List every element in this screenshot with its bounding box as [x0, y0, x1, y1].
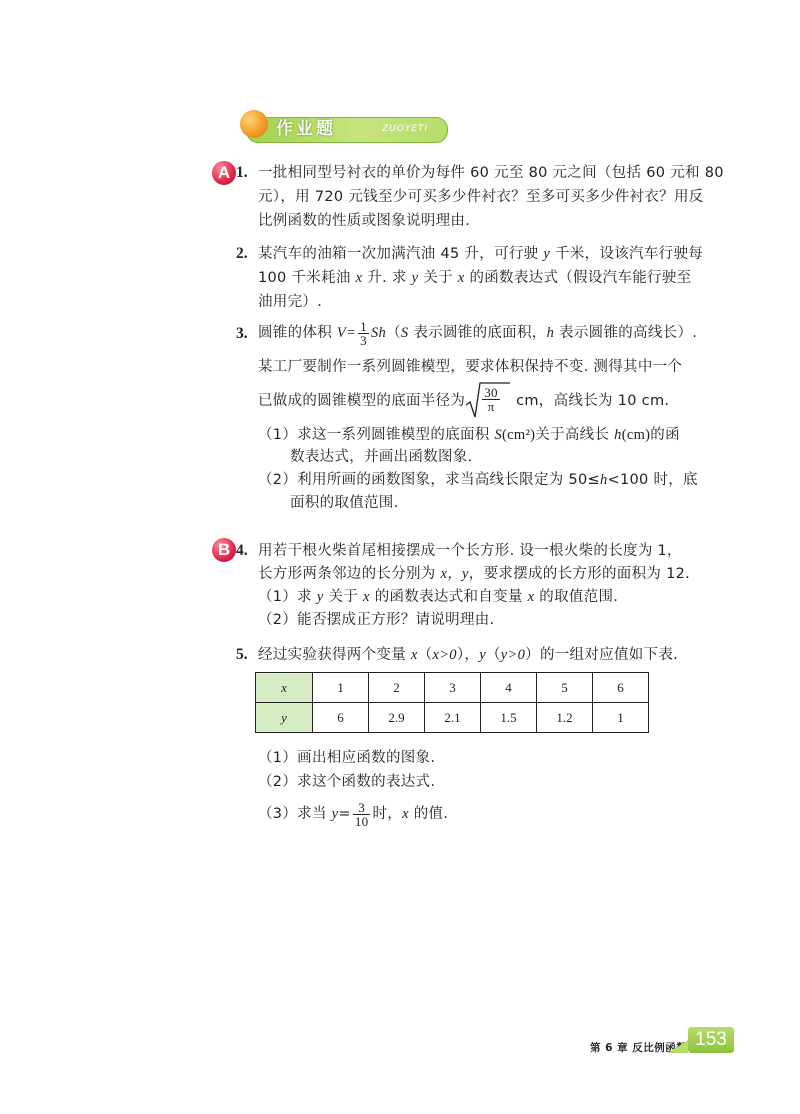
table-cell: 1.2: [537, 703, 593, 733]
q5-sub3: （3）求当 y= $\frac{3}{10}$ 时，x 的值.: [258, 799, 449, 829]
table-cell: 2.9: [369, 703, 425, 733]
q3-sub2-line-2: 面积的取值范围.: [290, 495, 399, 511]
q2-number: 2.: [236, 245, 248, 262]
q5-fraction: $\frac{3}{10}$: [354, 799, 369, 829]
table-header-x: x: [256, 673, 313, 703]
q4-number: 4.: [236, 542, 248, 559]
q4-sub1: （1）求 y 关于 x 的函数表达式和自变量 x 的取值范围.: [258, 589, 619, 605]
section-title: 作业题: [276, 119, 336, 139]
table-header-y: y: [256, 703, 313, 733]
chapter-footer: 第 6 章 反比例函数: [590, 1042, 688, 1054]
table-row-x: [256, 673, 649, 703]
q3-line-3: 已做成的圆锥模型的底面半径为 $\frac{30}{\pi}$ cm，高线长为 10 cm.: [258, 381, 669, 421]
table-cell: 6: [313, 703, 369, 733]
page-number: 153: [695, 1029, 727, 1050]
q1-line-3: 比例函数的性质或图象说明理由.: [258, 213, 471, 229]
q5-number: 5.: [236, 646, 248, 663]
q3-sub1-line-1: （1）求这一系列圆锥模型的底面积 S(cm²)关于高线长 h(cm)的函: [258, 427, 680, 443]
level-b-badge: B: [212, 538, 236, 562]
q3-line-2: 某工厂要制作一系列圆锥模型，要求体积保持不变. 测得其中一个: [258, 359, 683, 375]
q5-intro: 经过实验获得两个变量 x（x>0），y（y>0）的一组对应值如下表.: [258, 647, 679, 663]
q4-line-2: 长方形两条邻边的长分别为 x，y，要求摆成的长方形的面积为 12.: [258, 566, 691, 582]
page-tab-wedge: [668, 1040, 688, 1053]
q1-line-2: 元），用 720 元钱至少可买多少件衬衣？至多可买多少件衬衣？用反: [258, 189, 704, 205]
table-cell: 2.1: [425, 703, 481, 733]
table-cell: 6: [593, 673, 649, 703]
q1-number: 1.: [236, 164, 248, 181]
q5-sub1: （1）画出相应函数的图象.: [258, 750, 436, 766]
level-a-badge: A: [212, 161, 236, 185]
q3-line-1: 圆锥的体积 V= $\frac{1}{3}$ Sh（S 表示圆锥的底面积，h 表示圆锥的高线长）.: [258, 318, 698, 348]
q3-sub1-line-2: 数表达式，并画出函数图象.: [290, 449, 473, 465]
table-cell: 4: [481, 673, 537, 703]
table-cell: 5: [537, 673, 593, 703]
table-cell: 3: [425, 673, 481, 703]
q5-sub2: （2）求这个函数的表达式.: [258, 774, 436, 790]
table-row-y: [256, 703, 649, 733]
orange-ball-icon: [240, 110, 268, 138]
table-cell: 2: [369, 673, 425, 703]
q2-line-1: 某汽车的油箱一次加满汽油 45 升，可行驶 y 千米，设该汽车行驶每: [258, 246, 704, 262]
q2-line-3: 油用完）.: [258, 294, 323, 310]
q3-number: 3.: [236, 325, 248, 342]
sqrt-symbol: $\frac{30}{\pi}$: [465, 381, 511, 421]
data-table: [255, 672, 649, 733]
q4-line-1: 用若干根火柴首尾相接摆成一个长方形. 设一根火柴的长度为 1，: [258, 543, 682, 559]
section-subtitle: ZUOYETI: [382, 124, 429, 134]
q3-sub2-line-1: （2）利用所画的函数图象，求当高线长限定为 50≤h<100 时，底: [258, 472, 698, 488]
q4-sub2: （2）能否摆成正方形？请说明理由.: [258, 612, 495, 628]
table-cell: 1.5: [481, 703, 537, 733]
q2-line-2: 100 千米耗油 x 升. 求 y 关于 x 的函数表达式（假设汽车能行驶至: [258, 270, 692, 286]
q3-fraction: $\frac{1}{3}$: [360, 318, 367, 348]
q1-line-1: 一批相同型号衬衣的单价为每件 60 元至 80 元之间（包括 60 元和 80: [258, 165, 724, 181]
table-cell: 1: [313, 673, 369, 703]
table-cell: 1: [593, 703, 649, 733]
